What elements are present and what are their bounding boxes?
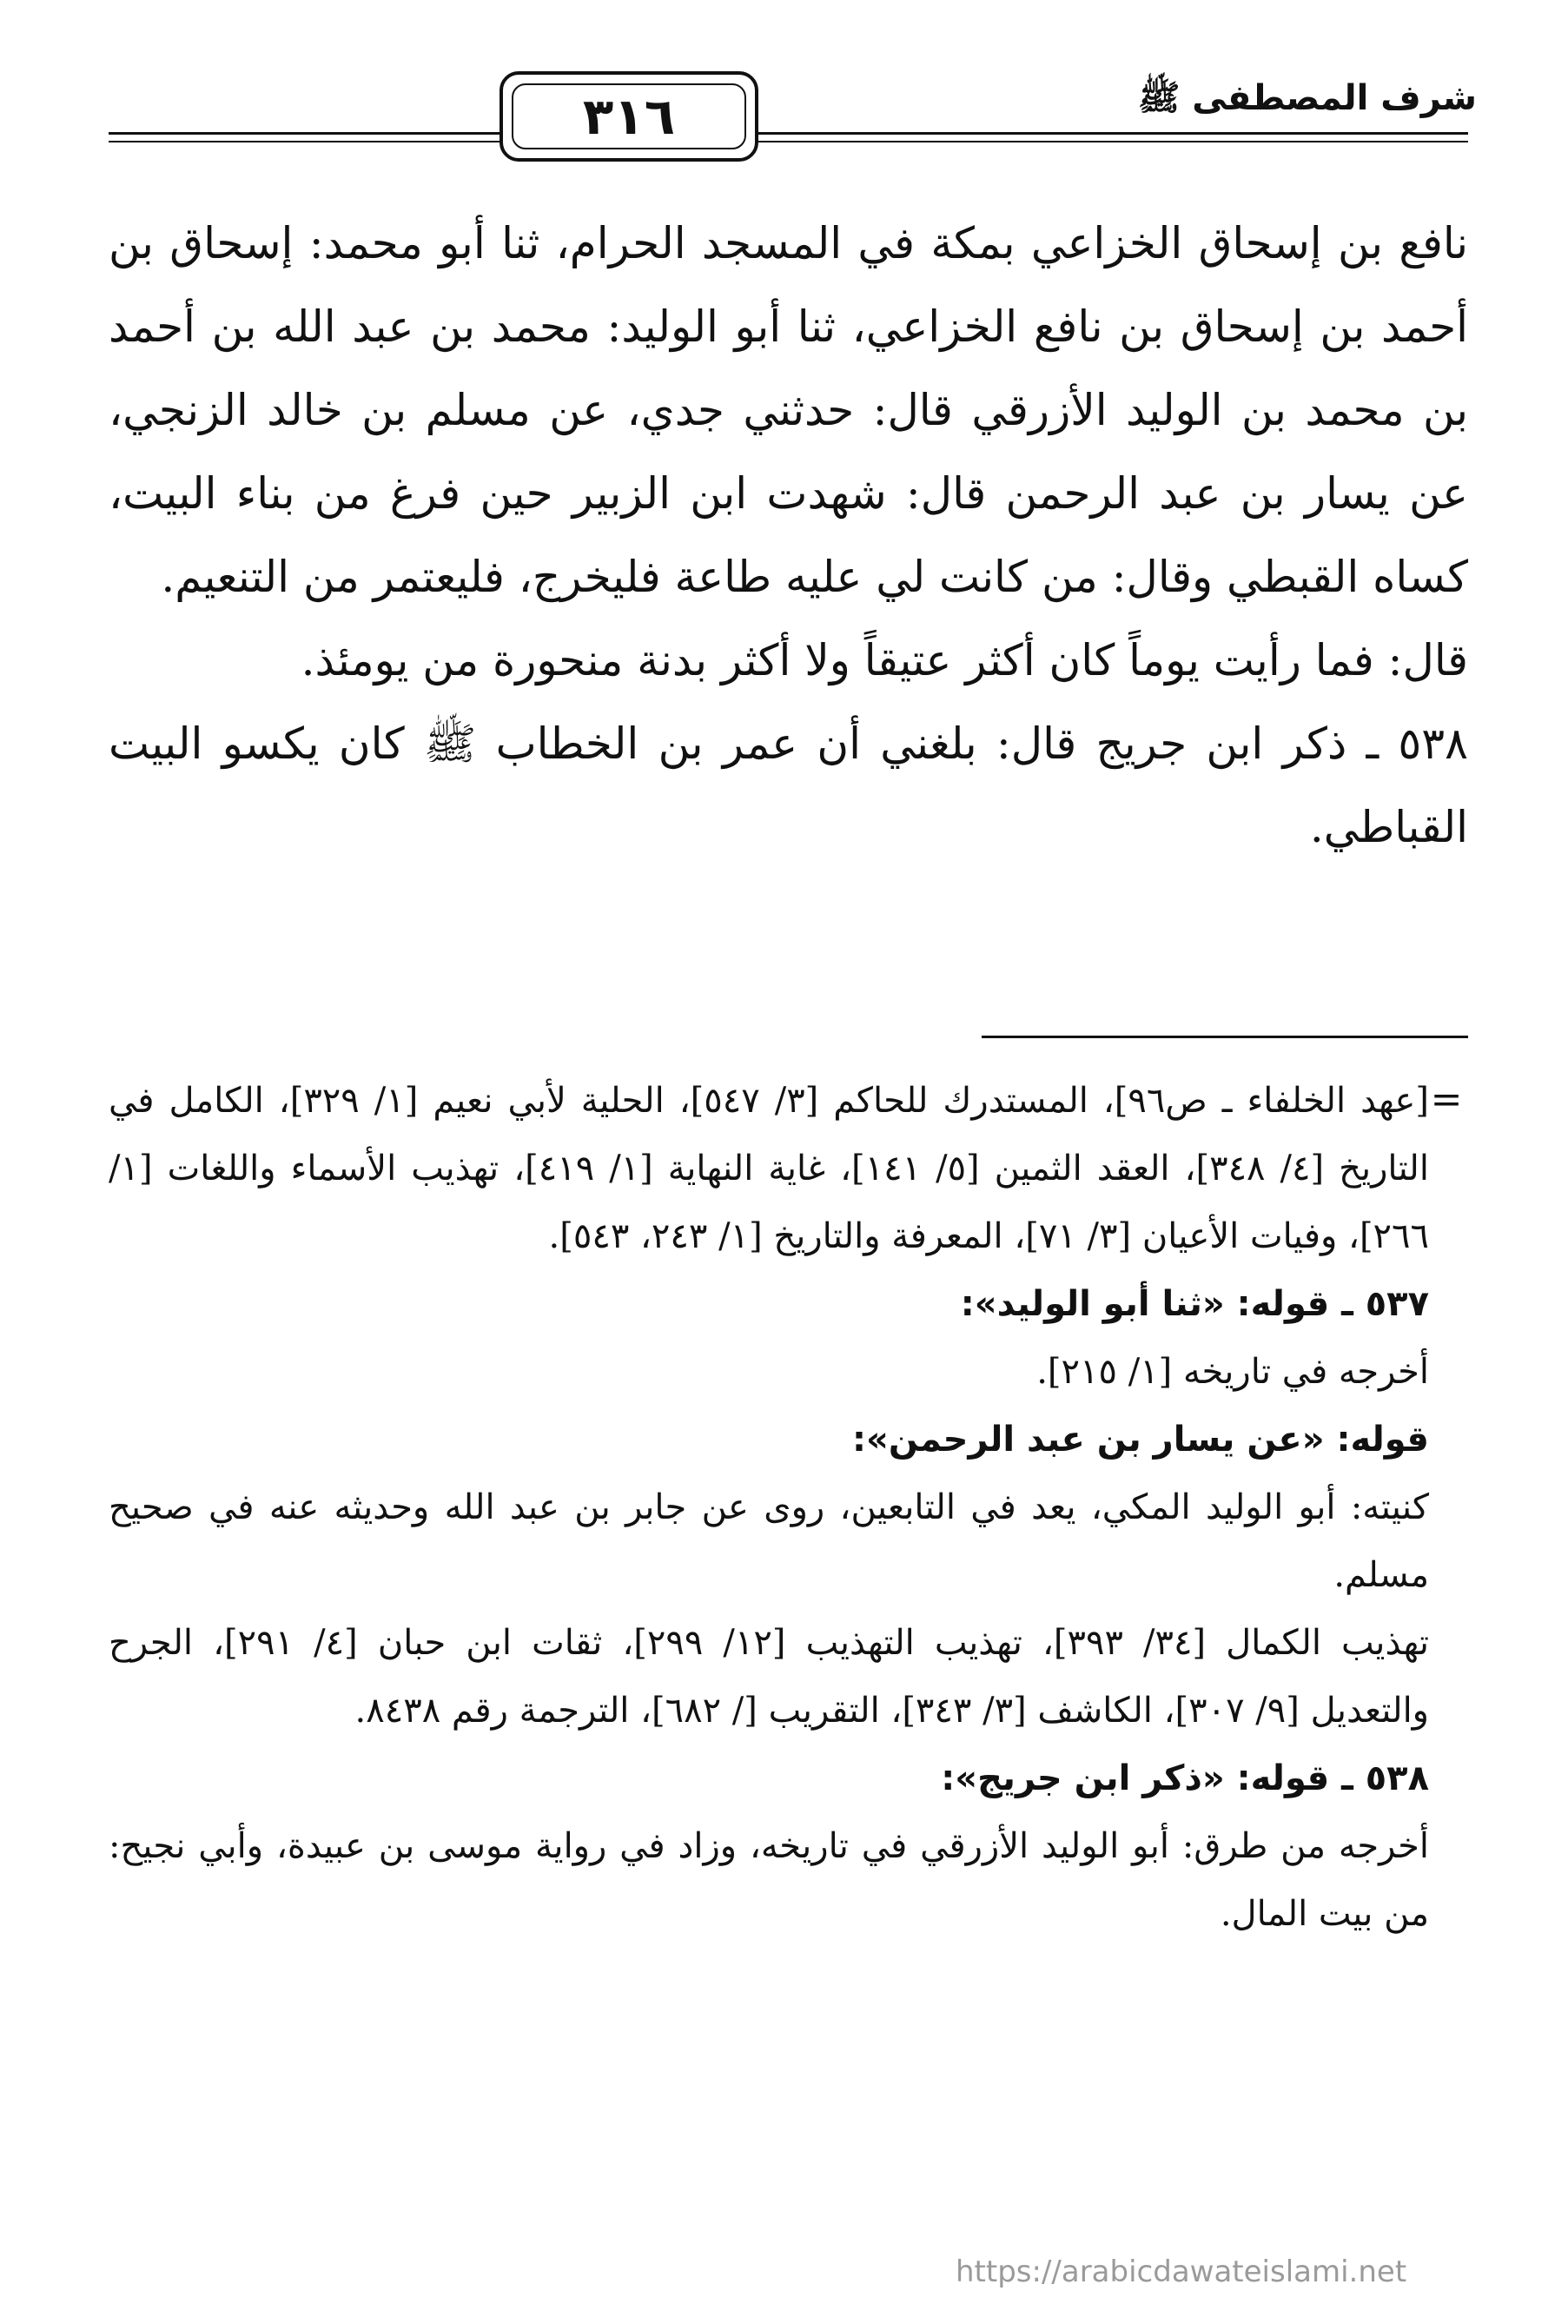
continuation-mark: = xyxy=(1430,1077,1463,1122)
footnote-heading-537: ٥٣٧ ـ قوله: «ثنا أبو الوليد»: xyxy=(960,1284,1429,1324)
watermark-url: https://arabicdawateislami.net xyxy=(956,2254,1407,2289)
footnote-text-537: أخرجه في تاريخه [١/ ٢١٥]. xyxy=(1036,1352,1429,1392)
main-paragraph: ٥٣٨ ـ ذكر ابن جريج قال: بلغني أن عمر بن الخطاب ﷺ كان يكسو البيت القباطي. xyxy=(109,718,1468,852)
book-title: شرف المصطفى ﷺ xyxy=(1121,76,1477,127)
main-paragraph: نافع بن إسحاق الخزاعي بمكة في المسجد الحرام، ثنا أبو محمد: إسحاق بن أحمد بن إسحاق بن نافع الخزاعي، ثنا أبو الوليد: محمد بن عبد الله بن أحمد بن محمد بن الوليد الأزرقي قال: حدثني جدي، عن مسلم بن خالد الزنجي، عن يسار بن عبد الرحمن قال: شهدت ابن الزبير حين فرغ من بناء البيت، كساه القبطي وقال: من كانت لي عليه طاعة فليخرج، فليعتمر من التنعيم. xyxy=(109,218,1468,602)
footnote-text-yasar-refs: تهذيب الكمال [٣٤/ ٣٩٣]، تهذيب التهذيب [١٢/ ٢٩٩]، ثقات ابن حبان [٤/ ٢٩١]، الجرح والتعديل [٩/ ٣٠٧]، الكاشف [٣/ ٣٤٣]، التقريب [/ ٦٨٢]، الترجمة رقم ٨٤٣٨. xyxy=(109,1623,1430,1731)
header-rule xyxy=(109,132,1468,135)
footnote-text-538: أخرجه من طرق: أبو الوليد الأزرقي في تاريخه، وزاد في رواية موسى بن عبيدة، وأبي نجيح: من بيت المال. xyxy=(109,1826,1429,1934)
footnote-references: [عهد الخلفاء ـ ص٩٦]، المستدرك للحاكم [٣/ ٥٤٧]، الحلية لأبي نعيم [١/ ٣٢٩]، الكامل في التاريخ [٤/ ٣٤٨]، العقد الثمين [٥/ ١٤١]، غاية النهاية [١/ ٤١٩]، تهذيب الأسماء واللغات [١/ ٢٦٦]، وفيات الأعيان [٣/ ٧١]، المعرفة والتاريخ [١/ ٢٤٣، ٥٤٣]. xyxy=(109,1081,1430,1256)
main-paragraph: قال: فما رأيت يوماً كان أكثر عتيقاً ولا أكثر بدنة منحورة من يومئذ. xyxy=(301,635,1468,685)
footnote-separator xyxy=(982,1036,1468,1038)
header-rule-thin xyxy=(109,141,1468,142)
main-text xyxy=(109,202,1468,869)
footnote-heading-yasar: قوله: «عن يسار بن عبد الرحمن»: xyxy=(852,1420,1429,1460)
footnote-text-yasar-bio: كنيته: أبو الوليد المكي، يعد في التابعين، روى عن جابر بن عبد الله وحديثه عنه في صحيح مسلم. xyxy=(109,1487,1429,1595)
footnotes xyxy=(109,1067,1429,1948)
page-number: ٣١٦ xyxy=(512,83,746,149)
page-number-frame xyxy=(500,71,758,162)
footnote-heading-538: ٥٣٨ ـ قوله: «ذكر ابن جريج»: xyxy=(941,1758,1429,1798)
